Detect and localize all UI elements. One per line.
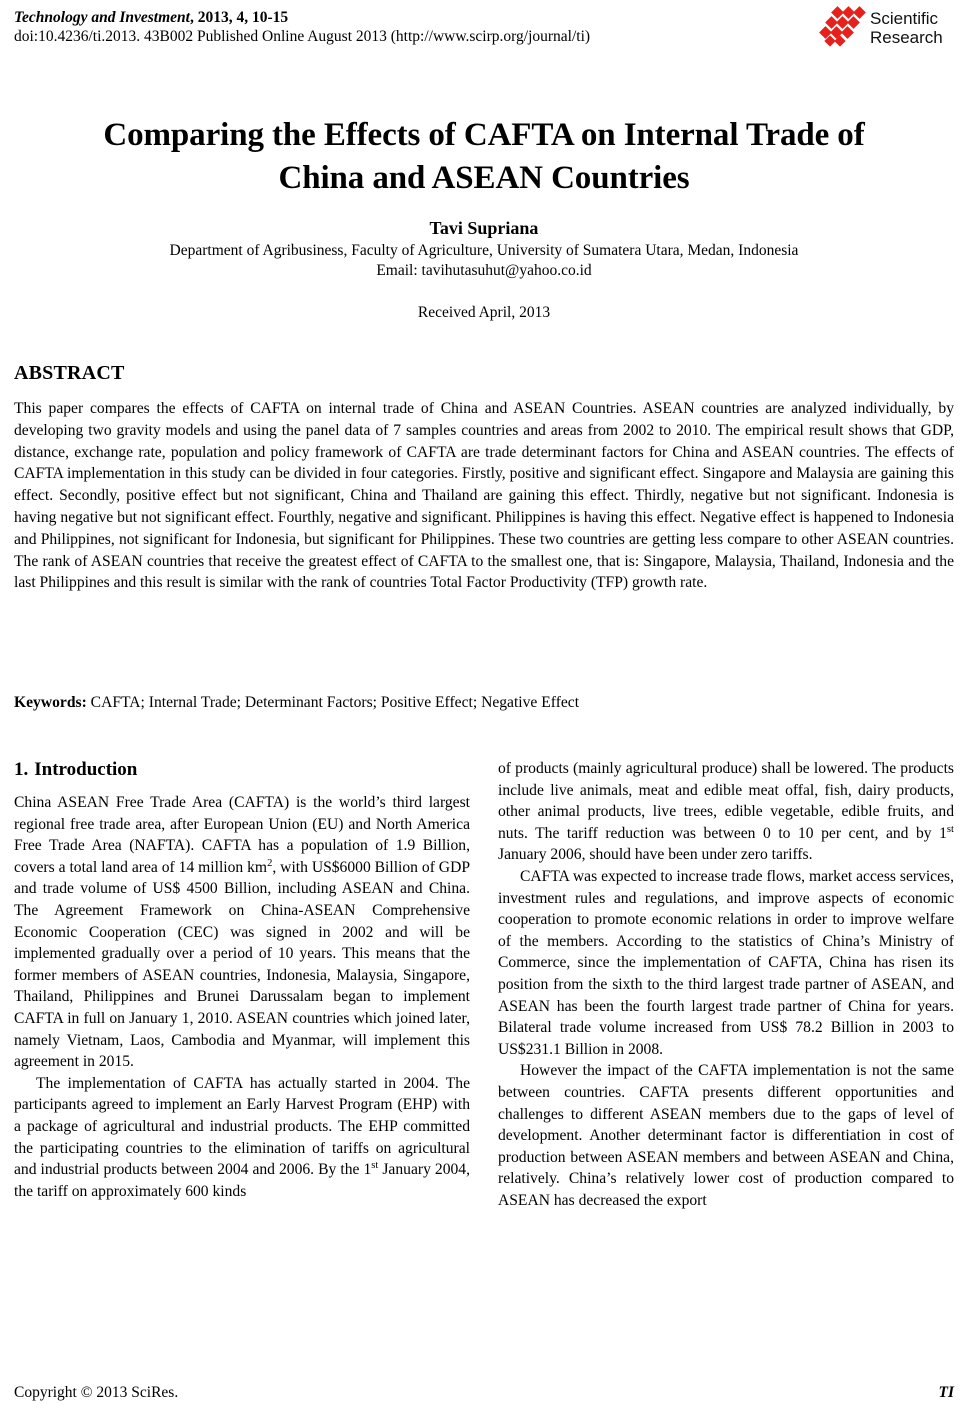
received-date: Received April, 2013	[417, 304, 551, 321]
logo-text-line2: Research	[870, 28, 943, 47]
section-title: Introduction	[34, 759, 138, 780]
paragraph: CAFTA was expected to increase trade flows, market access services, investment rules and regulations, and improve aspects of economic cooperation to promote economic relations in order to improve welfare of the members. According to the statistics of China’s Ministry of Commerce, since the implementation of CAFTA, China has risen its position from the sixth to the third largest trade partner of ASEAN, and ASEAN has been the fourth largest trade partner of China for years. Bilateral trade volume increased from US$ 78.2 Billion in 2003 to US$231.1 Billion in 2008.	[498, 867, 954, 1058]
journal-abbreviation: TI	[938, 1384, 954, 1401]
section-number: 1.	[14, 759, 29, 780]
scientific-research-logo	[808, 4, 958, 52]
author-email: Email: tavihutasuhut@yahoo.co.id	[376, 262, 592, 279]
author-name: Tavi Supriana	[429, 218, 539, 238]
paragraph	[14, 1073, 470, 1203]
paragraph-text: The implementation of CAFTA has actually started in 2004. The participants agreed to implement an Early Harvest Program (EHP) with a package of agricultural and industrial products. The EHP committed the participating countries to the elimination of tariffs on agricultural and industrial products between 2004 and 2006. By the 1	[14, 1074, 470, 1179]
body-column-left	[14, 758, 470, 1202]
page-title: Comparing the Effects of CAFTA on Internal Trade of China and ASEAN Countries	[103, 117, 865, 197]
superscript-ordinal: st	[371, 1159, 379, 1171]
paragraph: However the impact of the CAFTA implementation is not the same between countries. CAFTA presents different opportunities and challenges to different ASEAN members due to the gaps of level of development. Another determinant factor is differentiation in cost of production between ASEAN members and between ASEAN and China, relatively. China’s relatively lower cost of production compared to ASEAN has decreased the export	[498, 1062, 954, 1209]
paragraph	[498, 758, 954, 866]
keywords-label: Keywords:	[14, 694, 87, 711]
journal-citation-line	[14, 8, 834, 27]
keywords-value: CAFTA; Internal Trade; Determinant Factors; Positive Effect; Negative Effect	[86, 694, 580, 711]
paragraph-text-cont: January 2004, the tariff on approximately 600 kinds	[14, 1161, 470, 1200]
paragraph-text: China ASEAN Free Trade Area (CAFTA) is the world’s third largest regional free trade area, after European Union (EU) and North America Free Trade Area (NAFTA). CAFTA has a population of 1.9 Billion, covers a total land area of 14 million km	[14, 794, 470, 876]
paragraph-text: of products (mainly agricultural produce) shall be lowered. The products include live animals, meat and edible meat offal, fish, dairy products, other animal products, live trees, edible vegetable, edible fruits, and nuts. The tariff reduction was between 0 to 10 per cent, and by 1	[498, 760, 954, 842]
author-block	[24, 215, 944, 281]
journal-name: Technology and Investment	[14, 9, 190, 26]
body-column-right	[498, 758, 954, 1211]
paragraph	[14, 792, 470, 1073]
keywords-line	[14, 692, 954, 713]
abstract-body: This paper compares the effects of CAFTA on internal trade of China and ASEAN Countries. ASEAN countries are analyzed individually, by developing two gravity models and using the panel data of 7 samples countries and areas from 2002 to 2010. The empirical result shows that GDP, distance, exchange rate, population and policy framework of CAFTA are trade determinant factors for China and ASEAN countries. The effects of CAFTA implementation in this study can be divided in four categories. Firstly, positive and significant effect. Singapore and Malaysia are gaining this effect. Secondly, positive effect but not significant, China and Thailand are gaining this effect. Thirdly, negative but not significant. Indonesia is having negative but not significant effect. Fourthly, negative and significant. Philippines is having this effect. Negative effect is happened to Indonesia and Philippines, not significant for Indonesia, but significant for Philippines. These two countries are getting less compare to other ASEAN countries. The rank of ASEAN countries that receive the greatest effect of CAFTA to the smallest one, that is: Singapore, Malaysia, Thailand, Indonesia and the last Philippines and this result is similar with the rank of countries Total Factor Productivity (TFP) growth rate.	[14, 400, 954, 592]
logo-text-line1: Scientific	[870, 9, 939, 28]
copyright-notice: Copyright © 2013 SciRes.	[14, 1384, 179, 1401]
journal-volume-info: , 2013, 4, 10-15	[189, 9, 289, 26]
superscript-square: 2	[267, 857, 273, 869]
section-heading-introduction	[14, 758, 470, 782]
doi-line: doi:10.4236/ti.2013. 43B002 Published Online August 2013 (http://www.scirp.org/journal/ti)	[14, 28, 591, 45]
superscript-ordinal: st	[946, 823, 954, 835]
abstract-heading: ABSTRACT	[14, 362, 125, 384]
author-affiliation: Department of Agribusiness, Faculty of Agriculture, University of Sumatera Utara, Medan, Indonesia	[169, 242, 799, 259]
logo-diamonds-icon	[819, 6, 866, 47]
page-footer	[14, 1383, 954, 1403]
running-head	[14, 8, 834, 47]
paragraph-text-cont: , with US$6000 Billion of GDP and trade volume of US$ 4500 Billion, including ASEAN and China. The Agreement Framework on China-ASEAN Comprehensive Economic Cooperation (CEC) was signed in 2002 and will be implemented gradually over a period of 10 years. This means that the former members of ASEAN countries, Indonesia, Malaysia, Singapore, Thailand, Philippines and Brunei Darussalam began to implement CAFTA in full on January 1, 2010. ASEAN countries which joined later, namely Vietnam, Laos, Cambodia and Myanmar, will implement this agreement in 2015.	[14, 858, 471, 1071]
paragraph-text-cont: January 2006, should have been under zero tariffs.	[498, 846, 813, 864]
